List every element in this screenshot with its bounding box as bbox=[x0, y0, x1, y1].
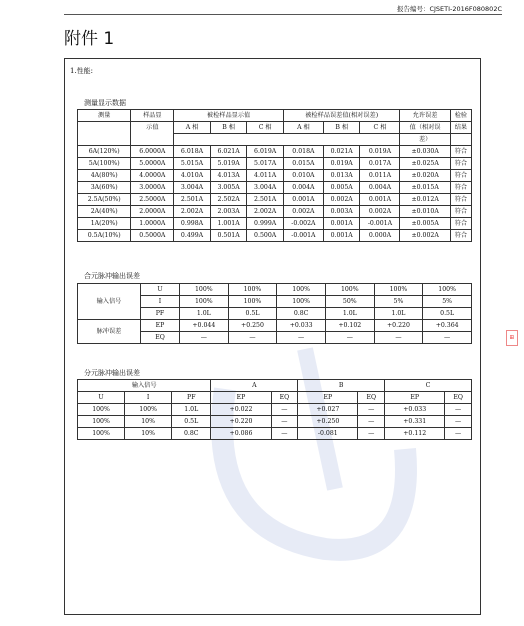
table-cell: 2.501A bbox=[174, 194, 211, 206]
table-cell: +0.022 bbox=[211, 404, 271, 416]
section3-title: 分元脉冲输出误差 bbox=[84, 369, 140, 377]
ep-val-4: +0.220 bbox=[374, 320, 423, 332]
table-cell: — bbox=[271, 404, 298, 416]
eq-val-4: — bbox=[374, 332, 423, 344]
table-cell: 符合 bbox=[450, 230, 471, 242]
u-val-2: 100% bbox=[277, 284, 326, 296]
header-result: 检验 bbox=[450, 110, 471, 122]
table-cell: 0.5L bbox=[172, 416, 211, 428]
u-label: U bbox=[141, 284, 180, 296]
i-val-2: 100% bbox=[277, 296, 326, 308]
table-row bbox=[78, 230, 472, 242]
table-cell: 100% bbox=[78, 404, 125, 416]
table-cell: 0.003A bbox=[323, 206, 360, 218]
table-cell: +0.220 bbox=[211, 416, 271, 428]
i-val-0: 100% bbox=[180, 296, 229, 308]
table-cell: 0.002A bbox=[360, 206, 400, 218]
table-cell: 2.5A(50%) bbox=[78, 194, 131, 206]
table-cell: 0.499A bbox=[174, 230, 211, 242]
table-cell: +0.027 bbox=[298, 404, 358, 416]
table-row bbox=[78, 146, 472, 158]
table-row bbox=[78, 428, 472, 440]
i-val-3: 50% bbox=[325, 296, 374, 308]
table-cell: 0.019A bbox=[323, 158, 360, 170]
table-cell: 3.0000A bbox=[131, 182, 174, 194]
table-cell: — bbox=[358, 428, 385, 440]
section1-title: 测量显示数据 bbox=[84, 99, 126, 107]
header-sample: 样品显 bbox=[131, 110, 174, 122]
table-cell: 0.004A bbox=[360, 182, 400, 194]
eq-val-0: — bbox=[180, 332, 229, 344]
table-cell: — bbox=[271, 416, 298, 428]
table-row bbox=[78, 182, 472, 194]
u-val-5: 100% bbox=[423, 284, 472, 296]
table-cell: 2.5000A bbox=[131, 194, 174, 206]
table-cell: 1.001A bbox=[210, 218, 247, 230]
table-cell: 10% bbox=[125, 416, 172, 428]
sub-header-cell: EP bbox=[211, 392, 271, 404]
table-cell: 5.019A bbox=[210, 158, 247, 170]
table-cell: 100% bbox=[78, 416, 125, 428]
table-cell: 0.017A bbox=[360, 158, 400, 170]
i-label: I bbox=[141, 296, 180, 308]
table-cell: 0.010A bbox=[283, 170, 323, 182]
table-cell: 0.002A bbox=[323, 194, 360, 206]
combined-pulse-table bbox=[77, 283, 472, 344]
table-cell: +0.331 bbox=[385, 416, 445, 428]
table-cell: -0.081 bbox=[298, 428, 358, 440]
table-cell: 1.0L bbox=[172, 404, 211, 416]
table-cell: -0.001A bbox=[283, 230, 323, 242]
table-cell: ±0.012A bbox=[400, 194, 450, 206]
split-pulse-table bbox=[77, 379, 472, 440]
header-measure-blank bbox=[78, 122, 131, 146]
ep-val-3: +0.102 bbox=[325, 320, 374, 332]
i-val-4: 5% bbox=[374, 296, 423, 308]
table-cell: 5.0000A bbox=[131, 158, 174, 170]
header-rule bbox=[64, 14, 502, 15]
table-cell: 0.021A bbox=[323, 146, 360, 158]
pf-val-5: 0.5L bbox=[423, 308, 472, 320]
table-cell: ±0.002A bbox=[400, 230, 450, 242]
header-allowed-3: 差） bbox=[400, 134, 450, 146]
ep-val-5: +0.364 bbox=[423, 320, 472, 332]
sub-header-cell: EQ bbox=[445, 392, 472, 404]
sub-header-cell: U bbox=[78, 392, 125, 404]
u-val-0: 100% bbox=[180, 284, 229, 296]
table-cell: — bbox=[445, 404, 472, 416]
eq-val-5: — bbox=[423, 332, 472, 344]
pulse-error-label: 脉冲误差 bbox=[78, 320, 141, 344]
report-number: 报告编号：CJSETI-2016F080802C bbox=[396, 5, 502, 13]
header-result-blank bbox=[450, 134, 471, 146]
u-val-1: 100% bbox=[228, 284, 277, 296]
sub-header-cell: I bbox=[125, 392, 172, 404]
table-cell: 6A(120%) bbox=[78, 146, 131, 158]
input-signal-label: 输入信号 bbox=[78, 284, 141, 320]
table-cell: 0.000A bbox=[360, 230, 400, 242]
performance-label: 1.性能: bbox=[70, 67, 94, 75]
table-cell: 2.0000A bbox=[131, 206, 174, 218]
header-error-a: A 相 bbox=[283, 122, 323, 134]
table-cell: ±0.015A bbox=[400, 182, 450, 194]
table-cell: 2.501A bbox=[247, 194, 284, 206]
table-cell: 2.502A bbox=[210, 194, 247, 206]
header-error-c: C 相 bbox=[360, 122, 400, 134]
i-val-5: 5% bbox=[423, 296, 472, 308]
table-cell: ±0.030A bbox=[400, 146, 450, 158]
table-cell: 6.0000A bbox=[131, 146, 174, 158]
s3-phase-b: B bbox=[298, 380, 385, 392]
table-cell: ±0.025A bbox=[400, 158, 450, 170]
table-cell: 0.011A bbox=[360, 170, 400, 182]
ep-val-1: +0.250 bbox=[228, 320, 277, 332]
u-val-3: 100% bbox=[325, 284, 374, 296]
table-cell: 6.019A bbox=[247, 146, 284, 158]
table-cell: 10% bbox=[125, 428, 172, 440]
measurement-table bbox=[77, 109, 472, 242]
i-val-1: 100% bbox=[228, 296, 277, 308]
table-cell: 符合 bbox=[450, 170, 471, 182]
table-cell: 0.001A bbox=[283, 194, 323, 206]
table-row bbox=[78, 158, 472, 170]
table-cell: 0.998A bbox=[174, 218, 211, 230]
eq-val-3: — bbox=[325, 332, 374, 344]
table-row bbox=[78, 218, 472, 230]
table-cell: ±0.010A bbox=[400, 206, 450, 218]
table-cell: 0.001A bbox=[323, 230, 360, 242]
table-cell: 0.501A bbox=[210, 230, 247, 242]
eq-val-1: — bbox=[228, 332, 277, 344]
table-cell: +0.086 bbox=[211, 428, 271, 440]
pf-val-4: 1.0L bbox=[374, 308, 423, 320]
page-title: 附件 1 bbox=[64, 29, 115, 49]
table-cell: 2.002A bbox=[174, 206, 211, 218]
table-cell: — bbox=[271, 428, 298, 440]
pf-val-0: 1.0L bbox=[180, 308, 229, 320]
eq-val-2: — bbox=[277, 332, 326, 344]
table-cell: -0.002A bbox=[283, 218, 323, 230]
s3-phase-a: A bbox=[211, 380, 298, 392]
table-cell: 0.013A bbox=[323, 170, 360, 182]
pf-val-3: 1.0L bbox=[325, 308, 374, 320]
table-cell: 符合 bbox=[450, 218, 471, 230]
table-cell: 3.004A bbox=[247, 182, 284, 194]
table-cell: 4A(80%) bbox=[78, 170, 131, 182]
header-allowed-2: 值（相对误 bbox=[400, 122, 450, 134]
table-row bbox=[78, 194, 472, 206]
table-cell: 4.010A bbox=[174, 170, 211, 182]
table-cell: 0.5000A bbox=[131, 230, 174, 242]
table-cell: 5.017A bbox=[247, 158, 284, 170]
table-cell: 0.8C bbox=[172, 428, 211, 440]
table-cell: +0.250 bbox=[298, 416, 358, 428]
table-cell: 2A(40%) bbox=[78, 206, 131, 218]
table-cell: 0.002A bbox=[283, 206, 323, 218]
table-cell: +0.112 bbox=[385, 428, 445, 440]
table-cell: 0.999A bbox=[247, 218, 284, 230]
table-cell: 3.005A bbox=[210, 182, 247, 194]
pf-val-2: 0.8C bbox=[277, 308, 326, 320]
table-row bbox=[78, 206, 472, 218]
table-cell: — bbox=[445, 416, 472, 428]
header-error: 被检样品误差值(相对误差) bbox=[283, 110, 400, 122]
ep-val-2: +0.033 bbox=[277, 320, 326, 332]
table-cell: 符合 bbox=[450, 158, 471, 170]
header-display-c: C 相 bbox=[247, 122, 284, 134]
s3-input-signal: 输入信号 bbox=[78, 380, 211, 392]
table-cell: 1.0000A bbox=[131, 218, 174, 230]
table-cell: 2.003A bbox=[210, 206, 247, 218]
sub-header-cell: EQ bbox=[358, 392, 385, 404]
table-cell: 符合 bbox=[450, 146, 471, 158]
table-cell: -0.001A bbox=[360, 218, 400, 230]
table-cell: 符合 bbox=[450, 194, 471, 206]
table-cell: 0.004A bbox=[283, 182, 323, 194]
table-cell: 0.001A bbox=[323, 218, 360, 230]
stamp-mark: ⊞ bbox=[506, 330, 518, 346]
header-allowed: 允许误差 bbox=[400, 110, 450, 122]
header-spacer bbox=[174, 134, 400, 146]
ep-label: EP bbox=[141, 320, 180, 332]
table-cell: 0.005A bbox=[323, 182, 360, 194]
table-cell: 3A(60%) bbox=[78, 182, 131, 194]
header-result-2: 结果 bbox=[450, 122, 471, 134]
header-display: 被检样品显示值 bbox=[174, 110, 284, 122]
table-cell: 4.013A bbox=[210, 170, 247, 182]
table-cell: 0.500A bbox=[247, 230, 284, 242]
table-cell: 0.001A bbox=[360, 194, 400, 206]
table-cell: 0.019A bbox=[360, 146, 400, 158]
ep-val-0: +0.044 bbox=[180, 320, 229, 332]
section2-title: 合元脉冲输出误差 bbox=[84, 272, 140, 280]
table-cell: 6.021A bbox=[210, 146, 247, 158]
table-cell: 2.002A bbox=[247, 206, 284, 218]
header-sample-2: 示值 bbox=[131, 122, 174, 146]
table-cell: 100% bbox=[125, 404, 172, 416]
sub-header-cell: EP bbox=[385, 392, 445, 404]
table-cell: — bbox=[445, 428, 472, 440]
header-display-b: B 相 bbox=[210, 122, 247, 134]
table-cell: +0.033 bbox=[385, 404, 445, 416]
table-cell: 5.015A bbox=[174, 158, 211, 170]
sub-header-cell: EQ bbox=[271, 392, 298, 404]
table-cell: 符合 bbox=[450, 182, 471, 194]
table-row bbox=[78, 416, 472, 428]
table-cell: 6.018A bbox=[174, 146, 211, 158]
table-cell: 0.018A bbox=[283, 146, 323, 158]
watermark-icon bbox=[185, 329, 425, 569]
table-cell: 4.011A bbox=[247, 170, 284, 182]
sub-header-cell: EP bbox=[298, 392, 358, 404]
sub-header-cell: PF bbox=[172, 392, 211, 404]
table-cell: 100% bbox=[78, 428, 125, 440]
table-cell: 1A(20%) bbox=[78, 218, 131, 230]
header-display-a: A 相 bbox=[174, 122, 211, 134]
table-cell: 5A(100%) bbox=[78, 158, 131, 170]
table-cell: ±0.005A bbox=[400, 218, 450, 230]
table-cell: 4.0000A bbox=[131, 170, 174, 182]
table-cell: 0.5A(10%) bbox=[78, 230, 131, 242]
table-cell: — bbox=[358, 404, 385, 416]
u-val-4: 100% bbox=[374, 284, 423, 296]
eq-label: EQ bbox=[141, 332, 180, 344]
s3-phase-c: C bbox=[385, 380, 472, 392]
table-row bbox=[78, 170, 472, 182]
table-cell: 符合 bbox=[450, 206, 471, 218]
header-measure: 测量 bbox=[78, 110, 131, 122]
table-cell: 0.015A bbox=[283, 158, 323, 170]
table-cell: — bbox=[358, 416, 385, 428]
table-cell: ±0.020A bbox=[400, 170, 450, 182]
pf-label: PF bbox=[141, 308, 180, 320]
header-error-b: B 相 bbox=[323, 122, 360, 134]
table-cell: 3.004A bbox=[174, 182, 211, 194]
table-row bbox=[78, 404, 472, 416]
pf-val-1: 0.5L bbox=[228, 308, 277, 320]
